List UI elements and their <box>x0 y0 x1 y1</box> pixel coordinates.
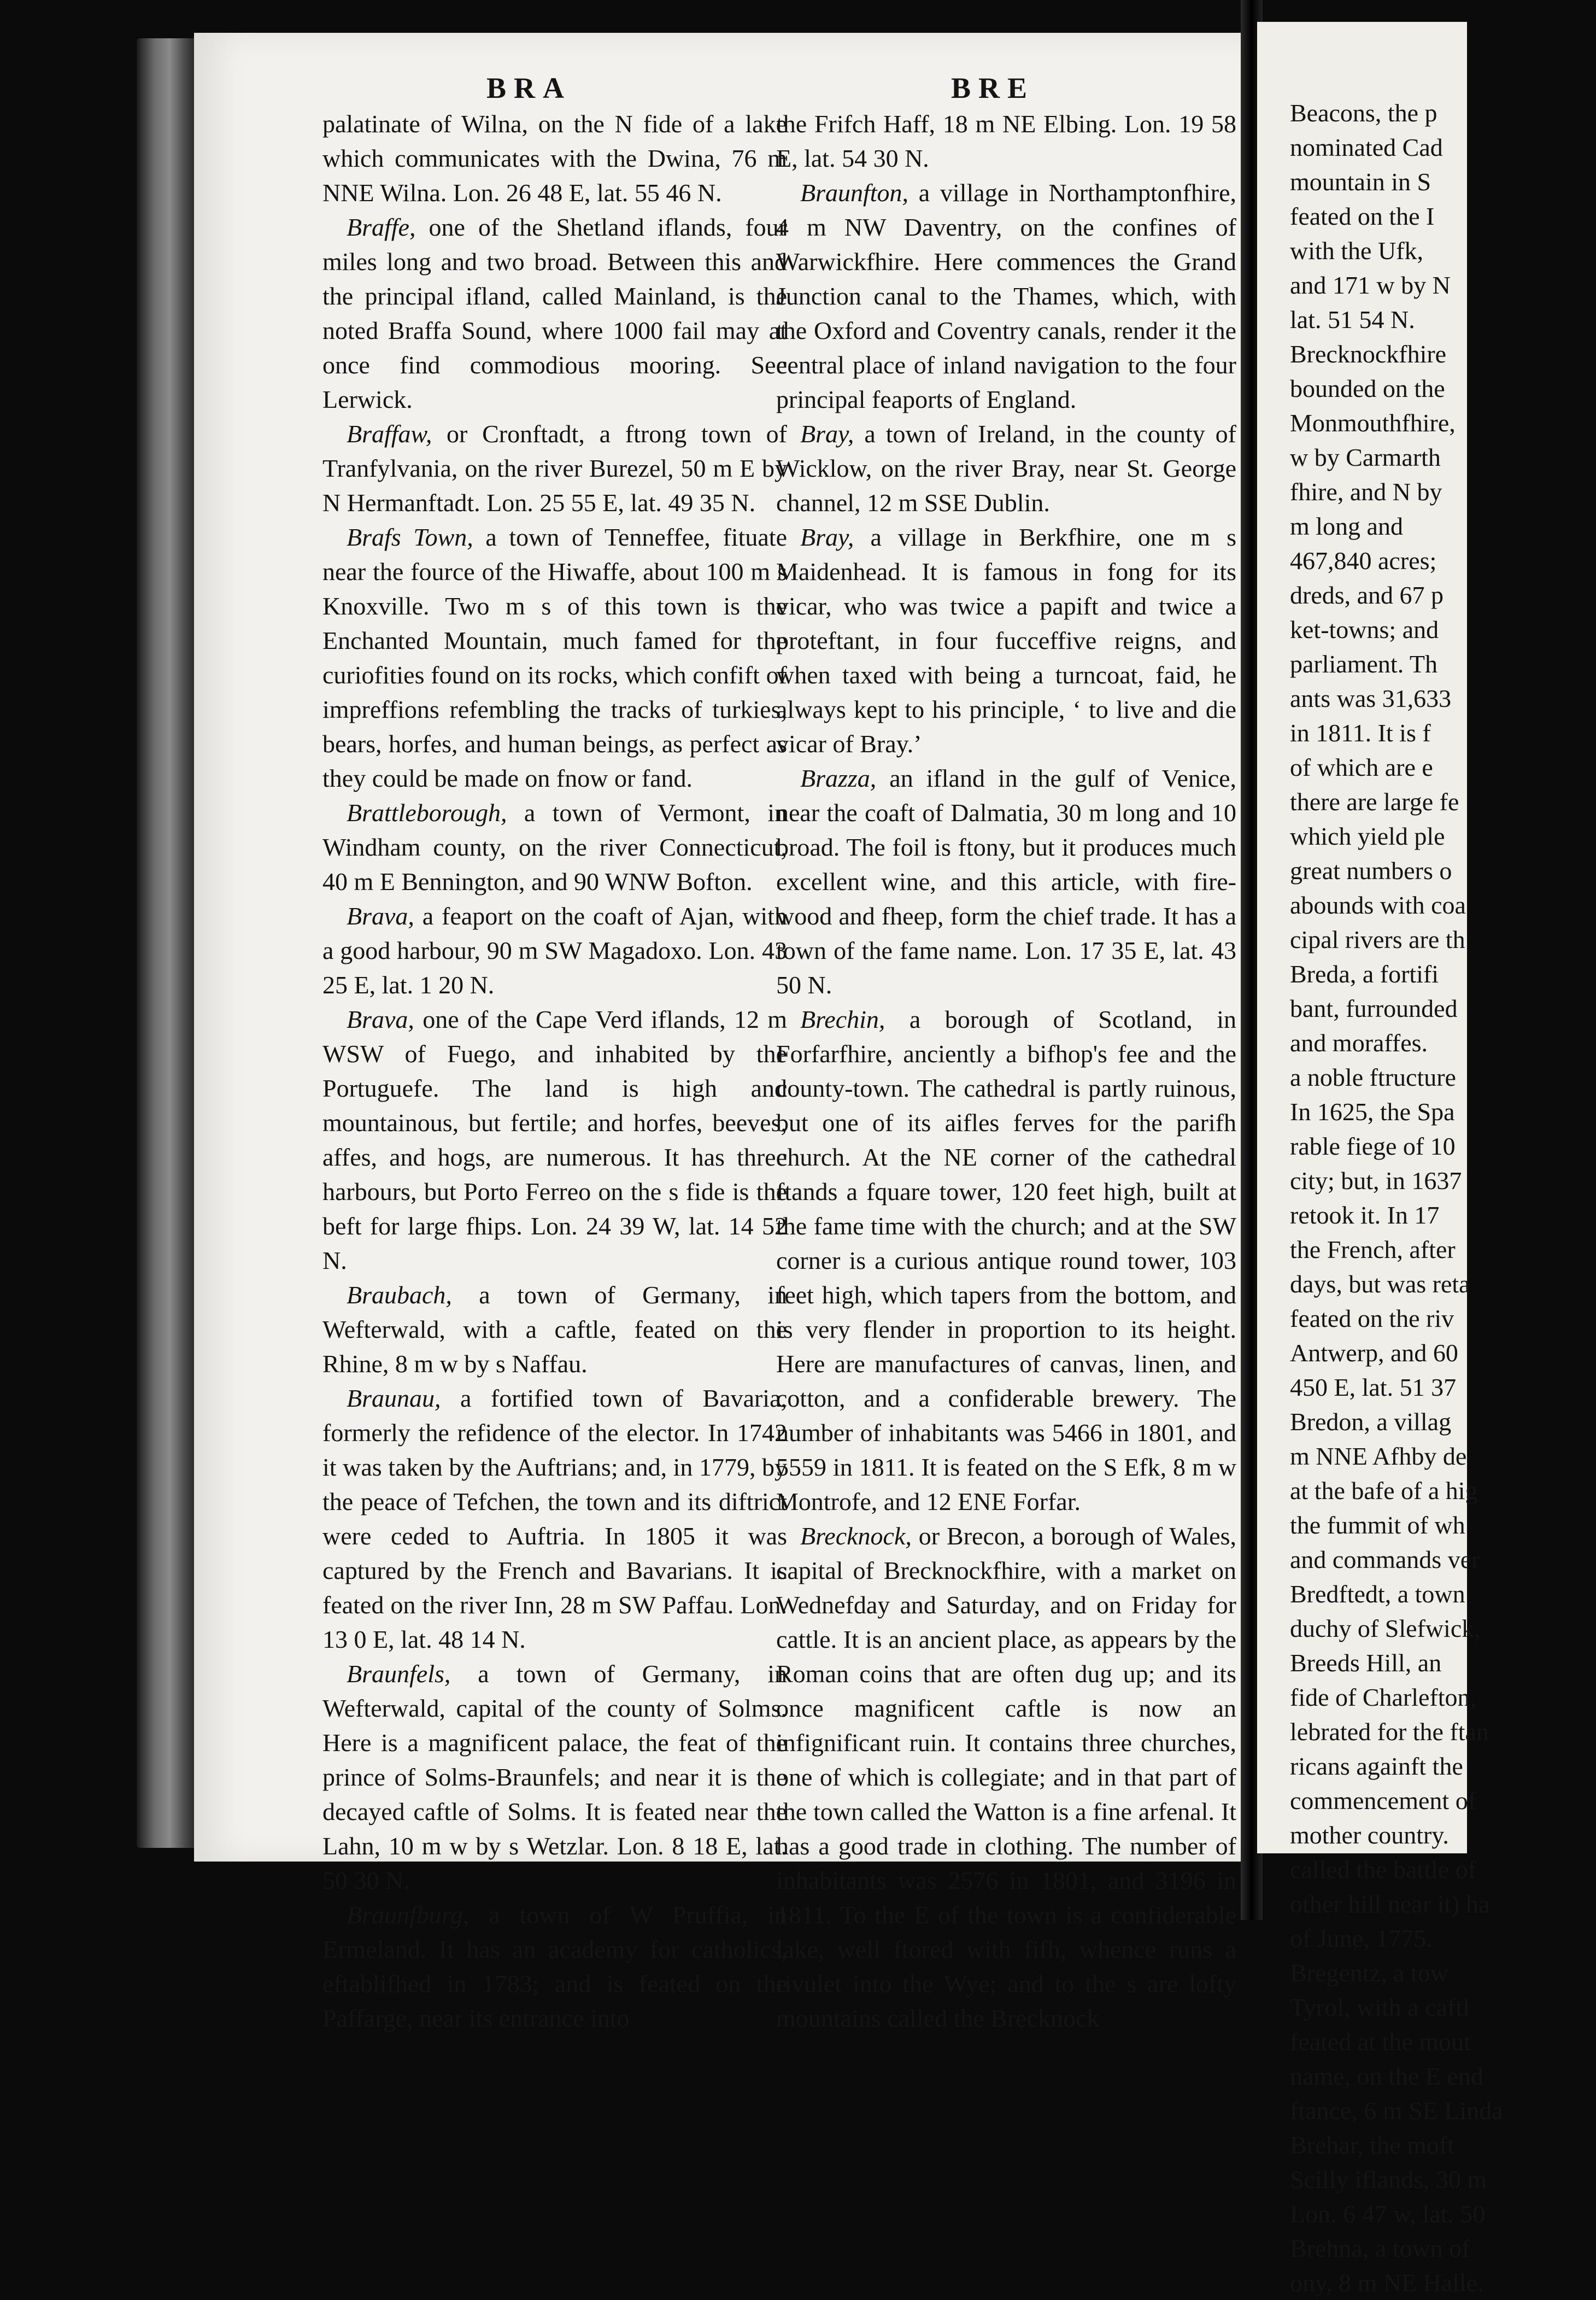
right-column-line: of which are e <box>1290 753 1433 781</box>
running-header-middle: BRE <box>951 72 1035 104</box>
right-column-line: days, but was reta <box>1290 1270 1470 1298</box>
right-column-line: bounded on the <box>1290 374 1445 402</box>
right-column-line: the fummit of wh <box>1290 1511 1465 1539</box>
right-column-line: nominated Cad <box>1290 133 1443 161</box>
entry-term: Braunfton, <box>800 179 909 207</box>
entry-text: a town of Germany, in Wefterwald, capital of the county of Solms. Here is a magnificent palace, the feat of the prince of Solms-Braunfels; and near it is the decayed caftle of Solms. It is feated near the Lahn, 10 m w by s Wetzlar. Lon. 8 18 E, lat. 50 30 N. <box>322 1660 787 1894</box>
right-column-line: 450 E, lat. 51 37 <box>1290 1373 1457 1401</box>
right-column-line: with the Ufk, <box>1290 237 1424 265</box>
entry-text: a feaport on the coaft of Ajan, with a good harbour, 90 m SW Magadoxo. Lon. 43 25 E, lat. 1 20 N. <box>322 902 787 999</box>
entry-term: Braffaw, <box>347 420 432 448</box>
right-column-line: parliament. Th <box>1290 650 1437 678</box>
entry-term: Brecknock, <box>800 1522 912 1550</box>
gazetteer-entry <box>776 1519 1236 2035</box>
gazetteer-entry <box>322 107 787 210</box>
gazetteer-entry <box>322 899 787 1002</box>
entry-term: Braffe, <box>347 213 416 241</box>
right-column-line: Brehna, a town of <box>1290 2234 1470 2262</box>
right-column-line: Monmouthfhire, <box>1290 409 1456 437</box>
entry-term: Brattleborough, <box>347 799 507 827</box>
entry-text: an ifland in the gulf of Venice, near the coaft of Dalmatia, 30 m long and 10 broad. The foil is ftony, but it produces much excellent wine, and this article, with fire-wood and fheep, form the chief trade. It has a town of the fame name. Lon. 17 35 E, lat. 43 50 N. <box>776 764 1236 999</box>
right-column-line: Bregentz, a tow <box>1290 1959 1448 1987</box>
right-column-line: there are large fe <box>1290 788 1459 816</box>
gazetteer-entry <box>322 1657 787 1898</box>
gazetteer-entry <box>322 1278 787 1381</box>
gazetteer-entry <box>776 761 1236 1002</box>
right-column-line: which yield ple <box>1290 822 1445 850</box>
right-column-line: Lon. 6 47 w, lat. 50 <box>1290 2200 1486 2228</box>
right-column-line: of June, 1775. <box>1290 1924 1433 1952</box>
right-column-line: and commands ver <box>1290 1546 1480 1573</box>
right-column-line: commencement of <box>1290 1787 1477 1815</box>
gazetteer-entry <box>322 520 787 795</box>
right-column-line: bant, furrounded <box>1290 994 1458 1022</box>
right-column-line: and 171 w by N <box>1290 271 1451 299</box>
entry-text: the Frifch Haff, 18 m NE Elbing. Lon. 19 58 E, lat. 54 30 N. <box>776 110 1236 172</box>
right-page-clip <box>1257 0 1503 2297</box>
gazetteer-entry <box>322 1898 787 2035</box>
right-column-line: ricans againft the <box>1290 1752 1463 1780</box>
right-column-line: cipal rivers are th <box>1290 926 1465 953</box>
gazetteer-entry <box>322 210 787 417</box>
entry-text: one of the Cape Verd iflands, 12 m WSW of Fuego, and inhabited by the Portuguefe. The land is high and mountainous, but fertile; and horfes, beeves, affes, and hogs, are numerous. It has three harbours, but Porto Ferreo on the s fide is the beft for large fhips. Lon. 24 39 W, lat. 14 52 N. <box>322 1005 787 1274</box>
entry-term: Bray, <box>800 523 854 551</box>
right-column-line: the French, after <box>1290 1236 1456 1263</box>
right-column-line: Brecknockfhire <box>1290 340 1447 368</box>
right-column-line: and moraffes. <box>1290 1029 1428 1057</box>
right-column-line: city; but, in 1637 <box>1290 1167 1462 1195</box>
right-column-line: ftance, 6 m SE Linda <box>1290 2097 1503 2125</box>
entry-term: Brafs Town, <box>347 523 473 551</box>
right-column-line: in 1811. It is f <box>1290 719 1431 747</box>
right-column-line: great numbers o <box>1290 857 1452 885</box>
entry-text: a borough of Scotland, in Forfarfhire, anciently a bifhop's fee and the county-town. The cathedral is partly ruinous, but one of its aifles ferves for the parifh church. At the NE corner of the cathedral ftands a fquare tower, 120 feet high, built at the fame time with the church; and at the SW corner is a curious antique round tower, 103 feet high, which tapers from the bottom, and is very flender in proportion to its height. Here are manufactures of canvas, linen, and cotton, and a confiderable brewery. The number of inhabitants was 5466 in 1801, and 5559 in 1811. It is feated on the S Efk, 8 m w Montrofe, and 12 ENE Forfar. <box>776 1005 1236 1515</box>
right-column-line: abounds with coa <box>1290 891 1466 919</box>
right-column-line: duchy of Slefwick, <box>1290 1614 1481 1642</box>
gazetteer-entry <box>776 417 1236 520</box>
right-column-line: other hill near it) ha <box>1290 1890 1490 1918</box>
entry-text: a town of Germany, in Wefterwald, with a caftle, feated on the Rhine, 8 m w by s Naffau. <box>322 1281 787 1378</box>
right-column-line: 467,840 acres; <box>1290 547 1437 575</box>
gazetteer-entry <box>776 520 1236 761</box>
entry-term: Braubach, <box>347 1281 452 1309</box>
right-column-line: Beacons, the p <box>1290 99 1437 127</box>
entry-text: one of the Shetland iflands, four miles long and two broad. Between this and the principal ifland, called Mainland, is the noted Braffa Sound, where 1000 fail may at once find commodious mooring. See Lerwick. <box>322 213 787 413</box>
entry-text: a village in Northamptonfhire, 4 m NW Daventry, on the confines of Warwickfhire. Here commences the Grand Junction canal to the Thames, which, with the Oxford and Coventry canals, render it the central place of inland navigation to the four principal feaports of England. <box>776 179 1236 413</box>
entry-term: Brava, <box>347 1005 414 1033</box>
right-column-line: feated at the mout <box>1290 2028 1471 2056</box>
entry-term: Braunfels, <box>347 1660 451 1688</box>
right-text-column <box>1290 96 1596 2300</box>
right-column-line: feated on the riv <box>1290 1304 1454 1332</box>
right-column-line: fhire, and N by <box>1290 478 1442 506</box>
entry-text: or Brecon, a borough of Wales, capital of Brecknockfhire, with a market on Wednefday and Saturday, and on Friday for cattle. It is an ancient place, as appears by the Roman coins that are often dug up; and its once magnificent caftle is now an infignificant ruin. It contains three churches, one of which is collegiate; and in that part of the town called the Watton is a fine arfenal. It has a good trade in clothing. The number of inhabitants was 2576 in 1801, and 3196 in 1811. To the E of the town is a confiderable lake, well ftored with fifh, whence runs a rivulet into the Wye; and to the s are lofty mountains called the Brecknock <box>776 1522 1236 2032</box>
running-header-left: BRA <box>486 72 572 104</box>
right-column-line: Bredftedt, a town <box>1290 1580 1465 1608</box>
right-column-line: at the bafe of a hig <box>1290 1477 1478 1505</box>
right-column-line: ants was 31,633 <box>1290 684 1452 712</box>
entry-term: Brava, <box>347 902 414 930</box>
right-column-line: feated on the I <box>1290 202 1435 230</box>
entry-text: a town of Ireland, in the county of Wicklow, on the river Bray, near St. George channel, 12 m SSE Dublin. <box>776 420 1236 517</box>
gazetteer-entry <box>322 1381 787 1657</box>
gazetteer-entry <box>776 1002 1236 1519</box>
entry-term: Braunau, <box>347 1384 441 1412</box>
right-column-line: a noble ftructure <box>1290 1063 1456 1091</box>
entry-text: a town of Tenneffee, fituate near the fource of the Hiwaffe, about 100 m s Knoxville. Two m s of this town is the Enchanted Mountain, much famed for the curiofities found on its rocks, which confift of impreffions refembling the tracks of turkies, bears, horfes, and human beings, as perfect as they could be made on fnow or fand. <box>322 523 787 792</box>
right-column-line: Scilly iflands, 30 m <box>1290 2166 1487 2193</box>
right-column-line: ony, 8 m NE Halle. <box>1290 2269 1484 2297</box>
right-column-line: m long and <box>1290 512 1403 540</box>
middle-text-column <box>776 107 1236 2035</box>
right-column-line: Breeds Hill, an <box>1290 1649 1442 1677</box>
right-column-line: ket-towns; and <box>1290 616 1439 643</box>
gazetteer-entry <box>322 795 787 899</box>
entry-term: Brazza, <box>800 764 877 792</box>
right-column-line: mountain in S <box>1290 168 1431 196</box>
right-column-line: Tyrol, with a caftl <box>1290 1993 1470 2021</box>
right-column-line: lebrated for the ftan <box>1290 1718 1489 1746</box>
right-column-line: Breda, a fortifi <box>1290 960 1439 988</box>
gazetteer-entry <box>776 107 1236 175</box>
right-column-line: mother country. <box>1290 1821 1449 1849</box>
gazetteer-entry <box>322 1002 787 1278</box>
right-column-line: In 1625, the Spa <box>1290 1098 1455 1126</box>
gazetteer-entry <box>776 175 1236 417</box>
entry-text: a town of W Pruffia, in Ermeland. It has an academy for catholics, eftablifhed in 1783; and is feated on the Paffarge, near its entrance into <box>322 1901 787 2032</box>
right-column-line: Bredon, a villag <box>1290 1408 1452 1436</box>
right-column-line: retook it. In 17 <box>1290 1201 1440 1229</box>
book-spine-edge <box>137 38 197 1848</box>
right-column-line: w by Carmarth <box>1290 443 1441 471</box>
entry-text: palatinate of Wilna, on the N fide of a lake which communicates with the Dwina, 76 m NNE Wilna. Lon. 26 48 E, lat. 55 46 N. <box>322 110 787 207</box>
right-column-line: lat. 51 54 N. <box>1290 306 1415 333</box>
left-text-column <box>322 107 787 2035</box>
gazetteer-entry <box>322 417 787 520</box>
right-column-line: rable fiege of 10 <box>1290 1132 1456 1160</box>
entry-text: or Cronftadt, a ftrong town of Tranfylvania, on the river Burezel, 50 m E by N Hermanftadt. Lon. 25 55 E, lat. 49 35 N. <box>322 420 787 517</box>
right-column-line: name, on the E end <box>1290 2062 1483 2090</box>
entry-text: a village in Berkfhire, one m s Maidenhead. It is famous in fong for its vicar, who was twice a papift and twice a proteftant, in four fucceffive reigns, and when taxed with being a turncoat, faid, he always kept to his principle, ‘ to live and die vicar of Bray.’ <box>776 523 1236 758</box>
right-column-line: dreds, and 67 p <box>1290 581 1444 609</box>
right-column-line: fide of Charlefton, <box>1290 1683 1477 1711</box>
entry-term: Brechin, <box>800 1005 885 1033</box>
right-column-line: Antwerp, and 60 <box>1290 1339 1458 1367</box>
right-column-line: called the battle of <box>1290 1856 1477 1883</box>
entry-text: a fortified town of Bavaria, formerly the refidence of the elector. In 1742 it was taken by the Auftrians; and, in 1779, by the peace of Tefchen, the town and its diftrict were ceded to Auftria. In 1805 it was captured by the French and Bavarians. It is feated on the river Inn, 28 m SW Paffau. Lon. 13 0 E, lat. 48 14 N. <box>322 1384 787 1653</box>
entry-text: a town of Vermont, in Windham county, on the river Connecticut, 40 m E Bennington, and 90 WNW Bofton. <box>322 799 787 896</box>
right-column-line: Brehar, the moft <box>1290 2131 1454 2159</box>
right-column-line: m NNE Afhby de <box>1290 1442 1467 1470</box>
entry-term: Braunfburg, <box>347 1901 470 1929</box>
entry-term: Bray, <box>800 420 854 448</box>
